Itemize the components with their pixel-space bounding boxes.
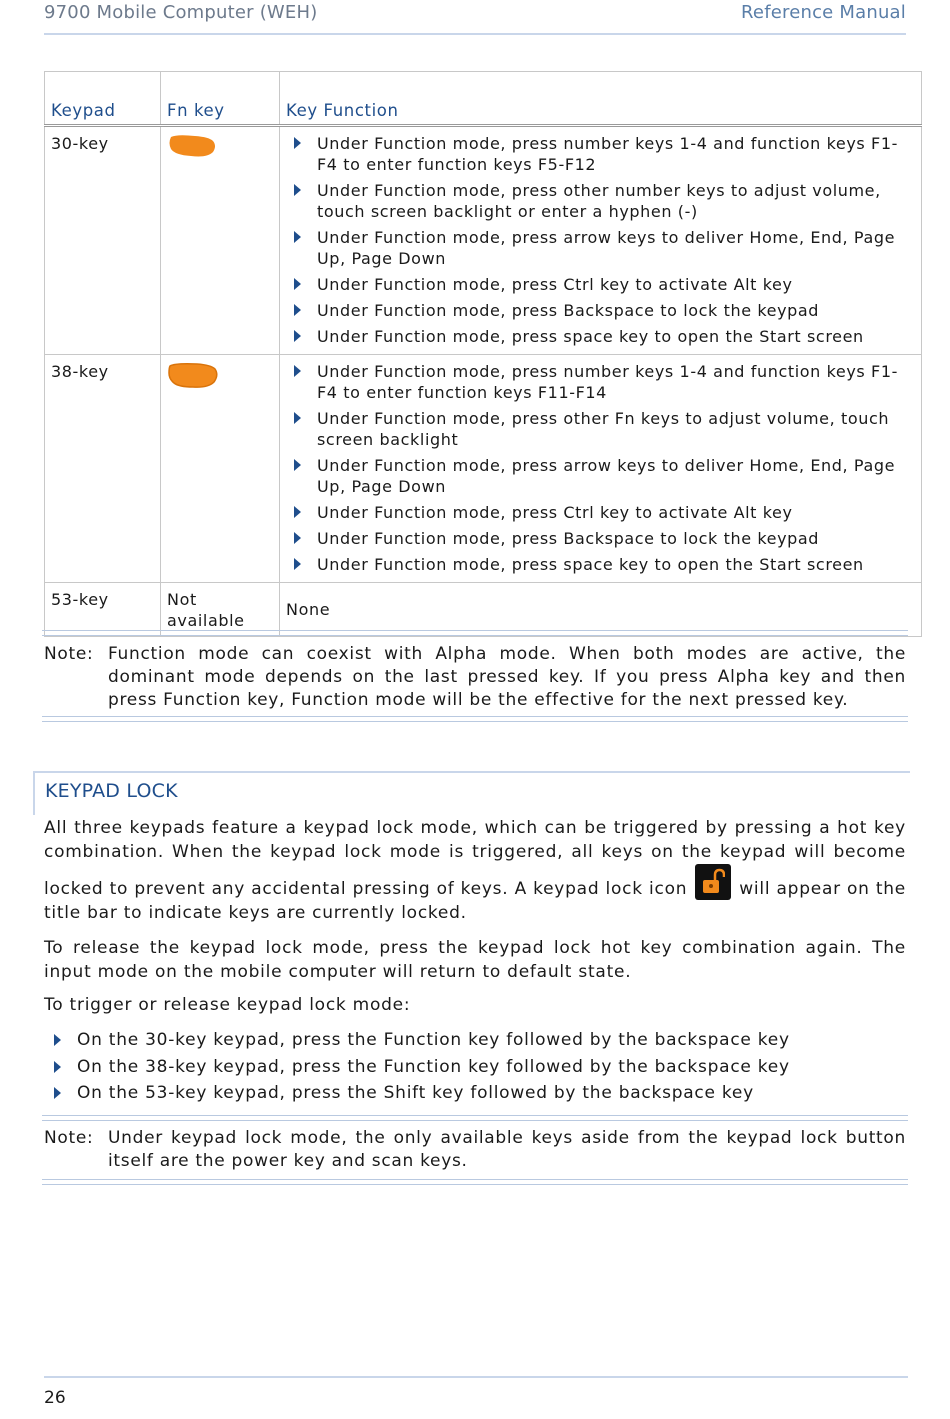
bullet-arrow-icon bbox=[294, 558, 301, 570]
bullet-arrow-icon bbox=[294, 412, 301, 424]
fn-key-cell: Not available bbox=[161, 583, 280, 637]
list-item: Under Function mode, press other Fn keys to adjust volume, touch screen backlight bbox=[292, 408, 915, 450]
bullet-arrow-icon bbox=[54, 1061, 61, 1073]
bullet-arrow-icon bbox=[294, 304, 301, 316]
key-function-cell bbox=[280, 355, 922, 583]
note-rule-top bbox=[42, 1115, 908, 1121]
list-item: On the 53-key keypad, press the Shift key followed by the backspace key bbox=[44, 1080, 906, 1107]
list-item: Under Function mode, press space key to open the Start screen bbox=[292, 554, 915, 575]
note-label: Note: bbox=[44, 1128, 94, 1148]
keypad-lock-icon bbox=[695, 864, 731, 900]
paragraph-trigger: To trigger or release keypad lock mode: bbox=[44, 995, 411, 1015]
paragraph-release: To release the keypad lock mode, press the keypad lock hot key combination again. The input mode on the mobile computer will return to default state. bbox=[44, 938, 906, 982]
page-number: 26 bbox=[44, 1388, 66, 1408]
table-row bbox=[45, 583, 922, 637]
list-item: Under Function mode, press Ctrl key to activate Alt key bbox=[292, 502, 915, 523]
list-item: Under Function mode, press other number keys to adjust volume, touch screen backlight or enter a hyphen (-) bbox=[292, 180, 915, 222]
keypad-cell: 38-key bbox=[45, 355, 161, 583]
list-item: Under Function mode, press arrow keys to deliver Home, End, Page Up, Page Down bbox=[292, 455, 915, 497]
table-row bbox=[45, 355, 922, 583]
list-item: Under Function mode, press Ctrl key to activate Alt key bbox=[292, 274, 915, 295]
fn-key-cell bbox=[161, 126, 280, 355]
note-rule-top bbox=[42, 630, 908, 636]
paragraph-keypad-lock: All three keypads feature a keypad lock mode, which can be triggered by pressing a hot key combination. When the keypad lock mode is triggered, all keys on the keypad will become locked to prevent any accidental pressing of keys. A keypad lock icon will appear on the title bar to indicate keys are currently locked. bbox=[44, 818, 906, 923]
list-item: Under Function mode, press Backspace to lock the keypad bbox=[292, 528, 915, 549]
note-keypad-lock bbox=[44, 1127, 906, 1173]
bullet-arrow-icon bbox=[294, 137, 301, 149]
key-function-cell: None bbox=[280, 583, 922, 637]
keypad-cell: 53-key bbox=[45, 583, 161, 637]
bullet-arrow-icon bbox=[294, 532, 301, 544]
note-text: Function mode can coexist with Alpha mode. When both modes are active, the dominant mode depends on the last pressed key. If you press Alpha key and then press Function key, Function mode will be the effective for the next pressed key. bbox=[108, 644, 906, 710]
bullet-arrow-icon bbox=[294, 506, 301, 518]
note-function-alpha bbox=[44, 643, 906, 712]
fn-key-cell bbox=[161, 355, 280, 583]
keypad-cell: 30-key bbox=[45, 126, 161, 355]
header-rule bbox=[44, 33, 906, 35]
manual-title: Reference Manual bbox=[741, 2, 906, 23]
list-item: On the 30-key keypad, press the Function key followed by the backspace key bbox=[44, 1027, 906, 1054]
document-title: 9700 Mobile Computer (WEH) bbox=[44, 2, 318, 23]
bullet-arrow-icon bbox=[54, 1087, 61, 1099]
bullet-arrow-icon bbox=[294, 365, 301, 377]
bullet-arrow-icon bbox=[294, 278, 301, 290]
keypad-lock-steps bbox=[44, 1027, 906, 1107]
bullet-arrow-icon bbox=[294, 231, 301, 243]
list-item: Under Function mode, press Backspace to lock the keypad bbox=[292, 300, 915, 321]
section-title: KEYPAD LOCK bbox=[45, 780, 178, 802]
note-rule-bottom bbox=[42, 1179, 908, 1185]
note-rule-bottom bbox=[42, 716, 908, 722]
header-fn-key: Fn key bbox=[161, 72, 280, 126]
table-row bbox=[45, 126, 922, 355]
note-text: Under keypad lock mode, the only available keys aside from the keypad lock button itself are the power key and scan keys. bbox=[108, 1128, 906, 1171]
list-item: Under Function mode, press space key to open the Start screen bbox=[292, 326, 915, 347]
orange-fn-key-icon bbox=[167, 361, 221, 389]
header-key-function: Key Function bbox=[280, 72, 922, 126]
note-label: Note: bbox=[44, 644, 94, 664]
key-function-cell bbox=[280, 126, 922, 355]
bullet-arrow-icon bbox=[54, 1034, 61, 1046]
bullet-arrow-icon bbox=[294, 184, 301, 196]
footer-rule bbox=[44, 1376, 908, 1378]
table-header-row bbox=[45, 72, 922, 126]
list-item: Under Function mode, press number keys 1-4 and function keys F1-F4 to enter function keys F11-F14 bbox=[292, 361, 915, 403]
bullet-arrow-icon bbox=[294, 459, 301, 471]
bullet-arrow-icon bbox=[294, 330, 301, 342]
list-item: Under Function mode, press arrow keys to deliver Home, End, Page Up, Page Down bbox=[292, 227, 915, 269]
list-item: Under Function mode, press number keys 1-4 and function keys F1-F4 to enter function keys F5-F12 bbox=[292, 133, 915, 175]
fn-key-table bbox=[44, 71, 922, 637]
header-keypad: Keypad bbox=[45, 72, 161, 126]
orange-fn-key-icon bbox=[167, 133, 219, 159]
list-item: On the 38-key keypad, press the Function key followed by the backspace key bbox=[44, 1054, 906, 1081]
